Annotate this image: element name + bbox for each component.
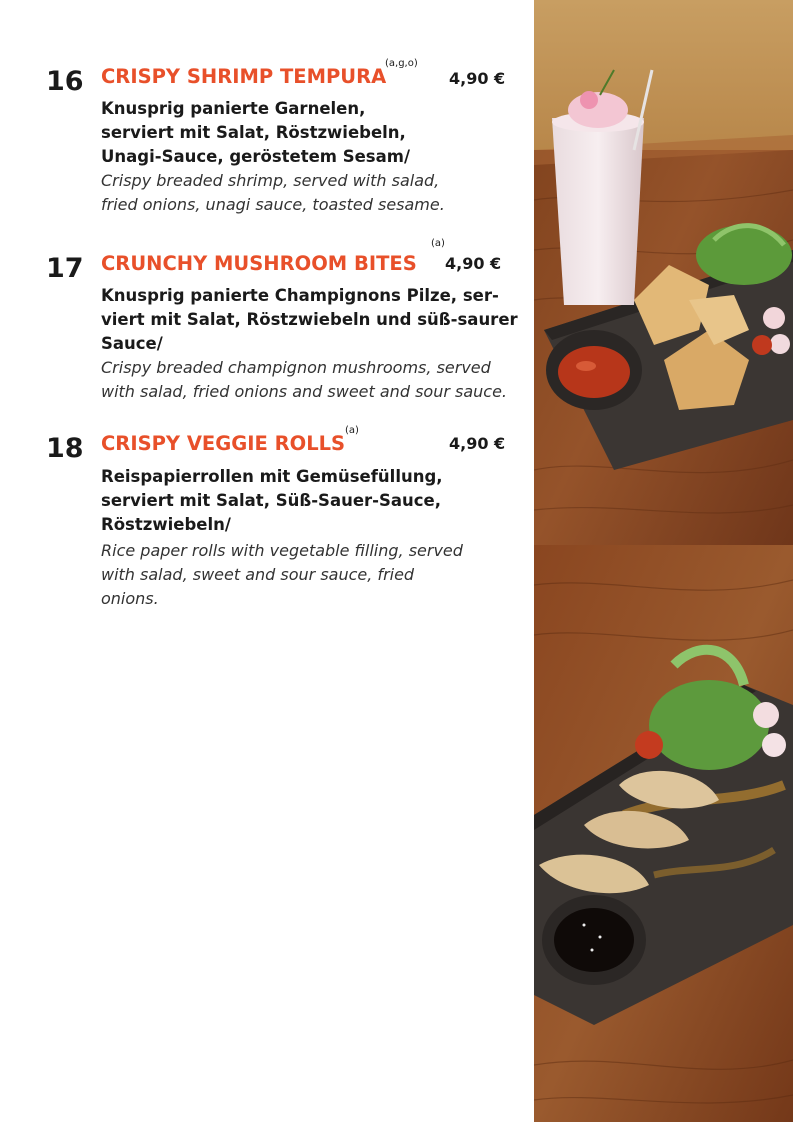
item-price: 4,90 € [449, 434, 506, 453]
item-number: 18 [46, 433, 84, 464]
description-en-line: onions. [101, 589, 159, 608]
description-en-line: Crispy breaded champignon mushrooms, served [101, 358, 491, 377]
allergen-codes: (a) [431, 238, 445, 249]
description-en-line: with salad, sweet and sour sauce, fried [101, 565, 415, 584]
item-number: 16 [46, 66, 84, 97]
item-title: CRISPY SHRIMP TEMPURA [101, 65, 387, 88]
description-en [101, 539, 531, 611]
description-de-line: Sauce/ [101, 334, 163, 353]
item-title: CRUNCHY MUSHROOM BITES [101, 252, 417, 275]
description-de-line: Röstzwiebeln/ [101, 515, 231, 534]
description-en-line: Rice paper rolls with vegetable filling, served [101, 541, 463, 560]
description-en [101, 356, 531, 404]
item-price: 4,90 € [449, 69, 506, 88]
description-de-line: Reispapierrollen mit Gemüsefüllung, [101, 467, 443, 486]
description-en-line: fried onions, unagi sauce, toasted sesame. [101, 195, 445, 214]
description-en [101, 169, 531, 217]
description-de [101, 284, 531, 356]
item-title: CRISPY VEGGIE ROLLS [101, 432, 346, 455]
item-price: 4,90 € [445, 254, 502, 273]
description-de-line: serviert mit Salat, Süß-Sauer-Sauce, [101, 491, 441, 510]
description-de-line: serviert mit Salat, Röstzwiebeln, [101, 123, 406, 142]
tempura-photo [534, 0, 793, 545]
description-de-line: Unagi-Sauce, geröstetem Sesam/ [101, 147, 410, 166]
description-de-line: Knusprig panierte Champignons Pilze, ser- [101, 286, 499, 305]
description-en-line: with salad, fried onions and sweet and sour sauce. [101, 382, 507, 401]
food-photos [534, 0, 793, 1122]
description-de-line: Knusprig panierte Garnelen, [101, 99, 366, 118]
description-de [101, 97, 531, 169]
item-number: 17 [46, 253, 84, 284]
description-en-line: Crispy breaded shrimp, served with salad, [101, 171, 440, 190]
allergen-codes: (a,g,o) [385, 58, 418, 69]
description-de [101, 465, 531, 537]
description-de-line: viert mit Salat, Röstzwiebeln und süß-saurer [101, 310, 518, 329]
dumpling-photo [534, 545, 793, 1122]
allergen-codes: (a) [345, 425, 359, 436]
